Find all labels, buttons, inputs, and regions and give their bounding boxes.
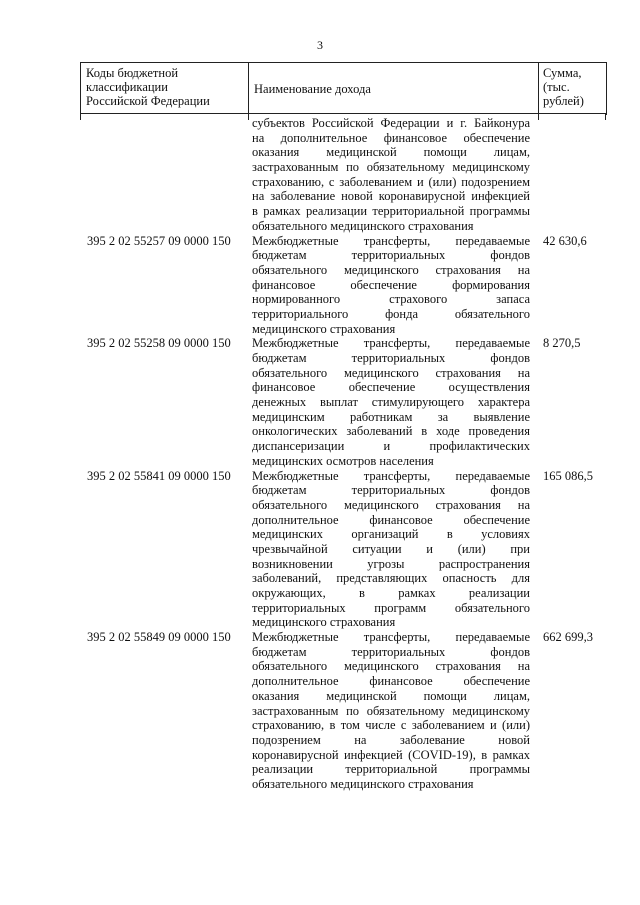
income-name-line: оказания медицинской помощи лицам, [252, 688, 530, 703]
budget-code-cell: 395 2 02 55257 09 0000 150 [87, 233, 231, 248]
header-code-line: Коды бюджетной [86, 66, 179, 80]
amount-cell: 662 699,3 [543, 630, 593, 645]
income-name-line: Межбюджетные трансферты, передаваемые [252, 233, 530, 248]
budget-code-cell: 395 2 02 55841 09 0000 150 [87, 468, 231, 483]
income-name-line: окружающих, в рамках реализации [252, 586, 530, 600]
income-name-line: медицинским работникам за выявление [252, 409, 530, 424]
income-name-line: дополнительное финансовое обеспечение [252, 674, 530, 689]
income-name-line: страхованию, в том числе с заболеванием и (или) [252, 718, 530, 733]
header-sum-column [539, 63, 606, 115]
income-name-line: обязательного медицинского страхования на [252, 365, 530, 380]
table-row [80, 630, 605, 792]
header-code-column [81, 63, 249, 115]
income-name-line: денежных выплат стимулирующего характера [252, 395, 530, 410]
income-name-line: застрахованным по обязательному медицинскому [252, 703, 530, 718]
income-name-line: подозрением на заболевание новой [252, 732, 530, 747]
income-name-line: обязательного медицинского страхования на [252, 262, 530, 277]
income-name-line: в рамках реализации территориальной программы [252, 204, 530, 219]
header-name-column [249, 63, 539, 115]
income-name-line: дополнительное финансовое обеспечение [252, 512, 530, 527]
income-name-cell [248, 469, 538, 631]
income-name-line: онкологических заболеваний в ходе проведения [252, 424, 530, 439]
budget-code-cell: 395 2 02 55849 09 0000 150 [87, 630, 231, 645]
budget-code-cell: 395 2 02 55258 09 0000 150 [87, 336, 231, 351]
table-row [80, 336, 605, 468]
column-rule [605, 113, 606, 120]
income-name-line: коронавирусной инфекцией (COVID-19), в рамках [252, 747, 530, 762]
income-name-line: Межбюджетные трансферты, передаваемые [252, 468, 530, 483]
income-name-line: финансовое обеспечение формирования [252, 277, 530, 292]
table-row [80, 234, 605, 337]
header-bottom-rule [80, 113, 607, 114]
table-row [80, 116, 605, 234]
income-name-line: диспансеризации и профилактических [252, 439, 530, 454]
income-name-cell [248, 234, 538, 337]
income-name-line: территориального фонда обязательного [252, 306, 530, 321]
income-name-line: бюджетам территориальных фондов [252, 483, 530, 498]
header-sum-line: Сумма, [543, 66, 582, 80]
income-name-cell [248, 630, 538, 792]
income-name-line: обязательного медицинского страхования [252, 218, 474, 233]
table-body [80, 116, 605, 792]
header-sum-line: рублей) [543, 94, 584, 108]
income-name-line: обязательного медицинского страхования на [252, 497, 530, 512]
amount-cell: 165 086,5 [543, 468, 593, 483]
income-name-line: территориальных программ обязательного [252, 600, 530, 615]
income-name-line: чрезвычайной ситуации и (или) при [252, 541, 530, 556]
income-name-line: Межбюджетные трансферты, передаваемые [252, 336, 530, 351]
table-header [80, 62, 607, 115]
income-name-line: нормированного страхового запаса [252, 292, 530, 307]
income-name-line: возникновении угрозы распространения [252, 556, 530, 571]
income-name-line: застрахованным по обязательному медицинскому [252, 160, 530, 175]
income-name-line: бюджетам территориальных фондов [252, 351, 530, 365]
income-name-line: финансовое обеспечение осуществления [252, 380, 530, 395]
header-name-label: Наименование дохода [254, 82, 371, 96]
income-name-line: реализации территориальной программы [252, 762, 530, 777]
income-name-line: бюджетам территориальных фондов [252, 248, 530, 263]
amount-cell: 8 270,5 [543, 336, 581, 351]
income-name-line: на дополнительное финансовое обеспечение [252, 130, 530, 145]
income-name-line: оказания медицинской помощи лицам, [252, 145, 530, 160]
income-name-line: заболеваний, представляющих опасность для [252, 571, 530, 586]
income-name-line: медицинских осмотров населения [252, 453, 434, 468]
page-number: 3 [317, 38, 323, 52]
income-name-cell [248, 116, 538, 234]
income-name-line: медицинского страхования [252, 615, 396, 630]
income-name-line: страхованию, с заболеванием и (или) подозрением [252, 174, 530, 189]
header-code-line: Российской Федерации [86, 94, 210, 108]
budget-code-cell [80, 116, 248, 234]
income-name-line: бюджетам территориальных фондов [252, 644, 530, 659]
income-name-line: субъектов Российской Федерации и г. Байконура [252, 116, 530, 130]
income-name-line: обязательного медицинского страхования [252, 776, 474, 791]
table-row [80, 469, 605, 631]
income-name-line: медицинского страхования [252, 321, 396, 336]
income-name-line: медицинских организаций в условиях [252, 527, 530, 542]
header-sum-line: (тыс. [543, 80, 570, 94]
income-name-cell [248, 336, 538, 468]
income-name-line: на заболевание новой коронавирусной инфекцией [252, 189, 530, 204]
amount-cell [538, 116, 605, 234]
income-name-line: обязательного медицинского страхования на [252, 659, 530, 674]
amount-cell: 42 630,6 [543, 233, 587, 248]
header-code-line: классификации [86, 80, 168, 94]
income-name-line: Межбюджетные трансферты, передаваемые [252, 630, 530, 645]
